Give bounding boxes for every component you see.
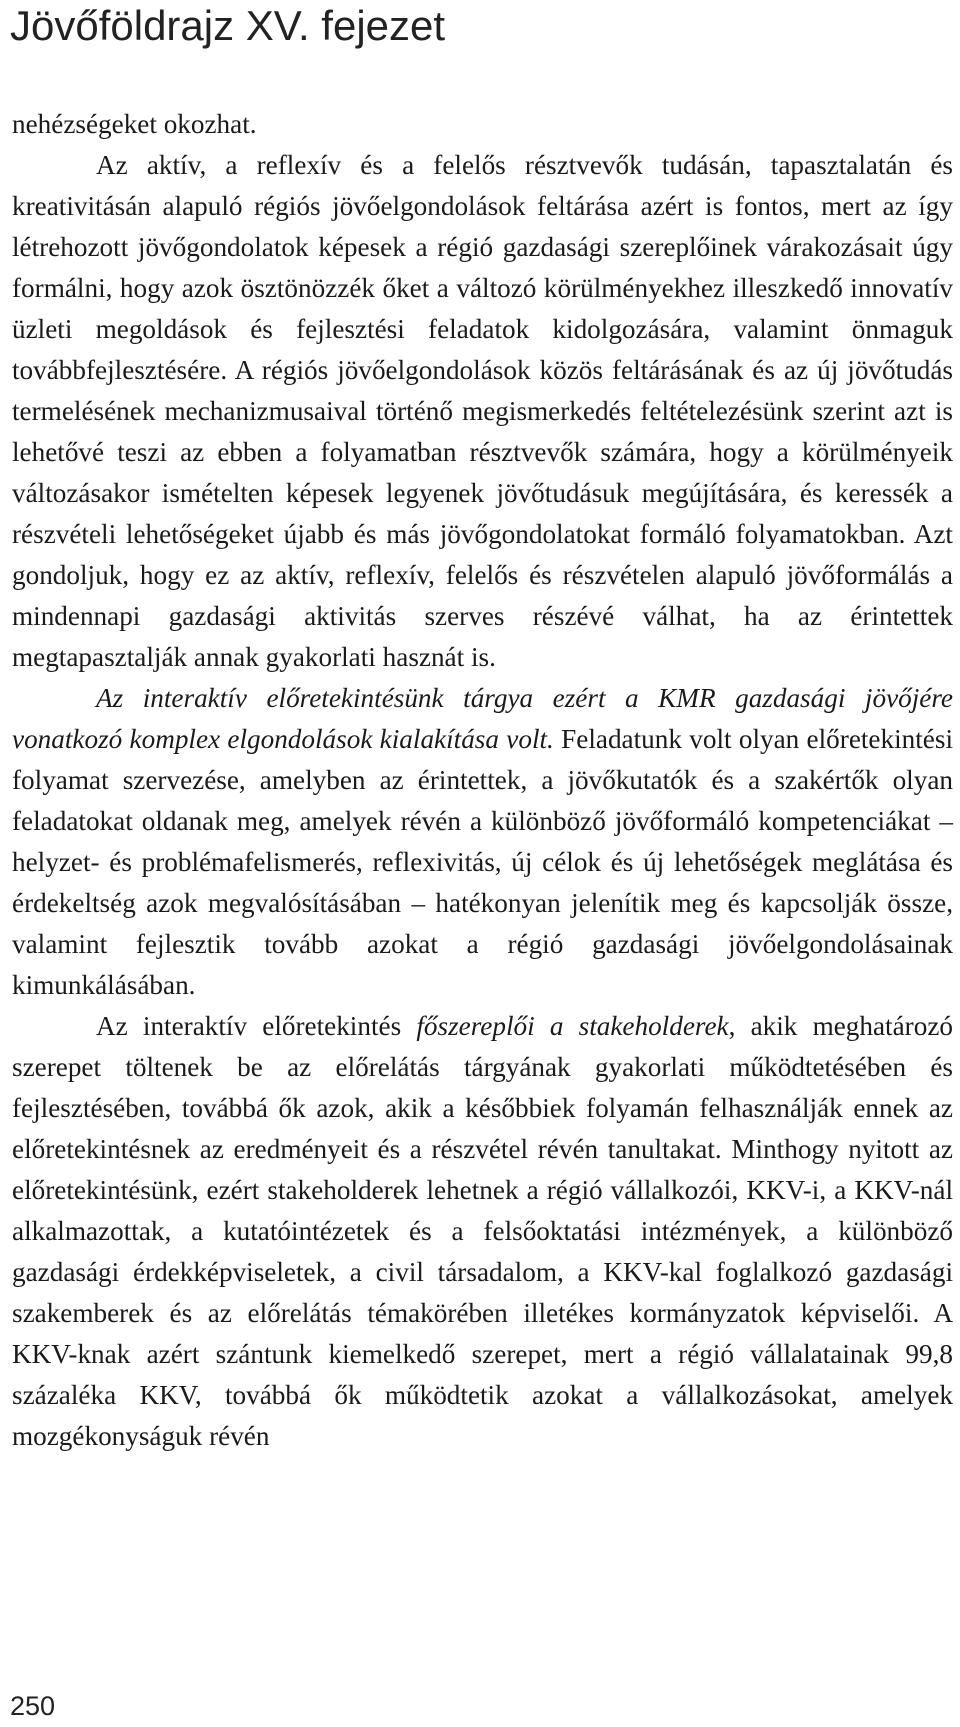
paragraph-2-emphasis: Az interaktív előretekintésünk tárgya ezért a KMR gazdasági jövőjére vonatkozó komplex elgondolások kialakítása volt. <box>12 683 953 754</box>
paragraph-2 <box>12 678 953 1006</box>
running-head-title: Jövőföldrajz XV. fejezet <box>10 2 446 49</box>
paragraph-3-text: , akik meghatározó szerepet töltenek be az előrelátás tárgyának gyakorlati működtetésében és fejlesztésében, továbbá ők azok, akik a későbbiek folyamán felhasználják ennek az előretekintésnek az eredményeit és a részvétel révén tanultakat. Minthogy nyitott az előretekintésünk, ezért stakeholderek lehetnek a régió vállalkozói, KKV-i, a KKV-nál alkalmazottak, a kutatóintézetek és a felsőoktatási intézmények, a különböző gazdasági érdekképviseletek, a civil társadalom, a KKV-kal foglalkozó gazdasági szakemberek és az előrelátás témakörében illetékes kormányzatok képviselői. A KKV-knak azért szántunk kiemelkedő szerepet, mert a régió vállalatainak 99,8 százaléka KKV, továbbá ők működtetik azokat a vállalkozásokat, amelyek mozgékonyságuk révén <box>12 1011 953 1451</box>
paragraph-continuation: nehézségeket okozhat. <box>12 109 257 139</box>
page-number: 250 <box>10 1691 56 1721</box>
body-text <box>12 104 953 1457</box>
paragraph-1: Az aktív, a reflexív és a felelős résztvevők tudásán, tapasztalatán és kreativitásán alapuló régiós jövőelgondolások feltárása azért is fontos, mert az így létrehozott jövőgondolatok képesek a régió gazdasági szereplőinek várakozásait úgy formálni, hogy azok ösztönözzék őket a változó körülményekhez illeszkedő innovatív üzleti megoldások és fejlesztési feladatok kidolgozására, valamint önmaguk továbbfejlesztésére. A régiós jövőelgondolások közös feltárásának és az új jövőtudás termelésének mechanizmusaival történő megismerkedés feltételezésünk szerint azt is lehetővé teszi az ebben a folyamatban résztvevők számára, hogy a körülményeik változásakor ismételten képesek legyenek jövőtudásuk megújítására, és keressék a részvételi lehetőségeket újabb és más jövőgondolatokat formáló folyamatokban. Azt gondoljuk, hogy ez az aktív, reflexív, felelős és részvételen alapuló jövőformálás a mindennapi gazdasági aktivitás szerves részévé válhat, ha az érintettek megtapasztalják annak gyakorlati hasznát is. <box>12 150 953 672</box>
paragraph-3-emphasis: főszereplői a stakeholderek <box>416 1011 729 1041</box>
paragraph-3 <box>12 1006 953 1457</box>
paragraph-3-lead: Az interaktív előretekintés <box>96 1011 417 1041</box>
paragraph-2-text: Feladatunk volt olyan előretekintési folyamat szervezése, amelyben az érintettek, a jövőkutatók és a szakértők olyan feladatokat oldanak meg, amelyek révén a különböző jövőformáló kompetenciákat – helyzet- és problémafelismerés, reflexivitás, új célok és új lehetőségek meglátása és érdekeltség azok megvalósításában – hatékonyan jelenítik meg és kapcsolják össze, valamint fejlesztik tovább azokat a régió gazdasági jövőelgondolásainak kimunkálásában. <box>12 724 953 1000</box>
